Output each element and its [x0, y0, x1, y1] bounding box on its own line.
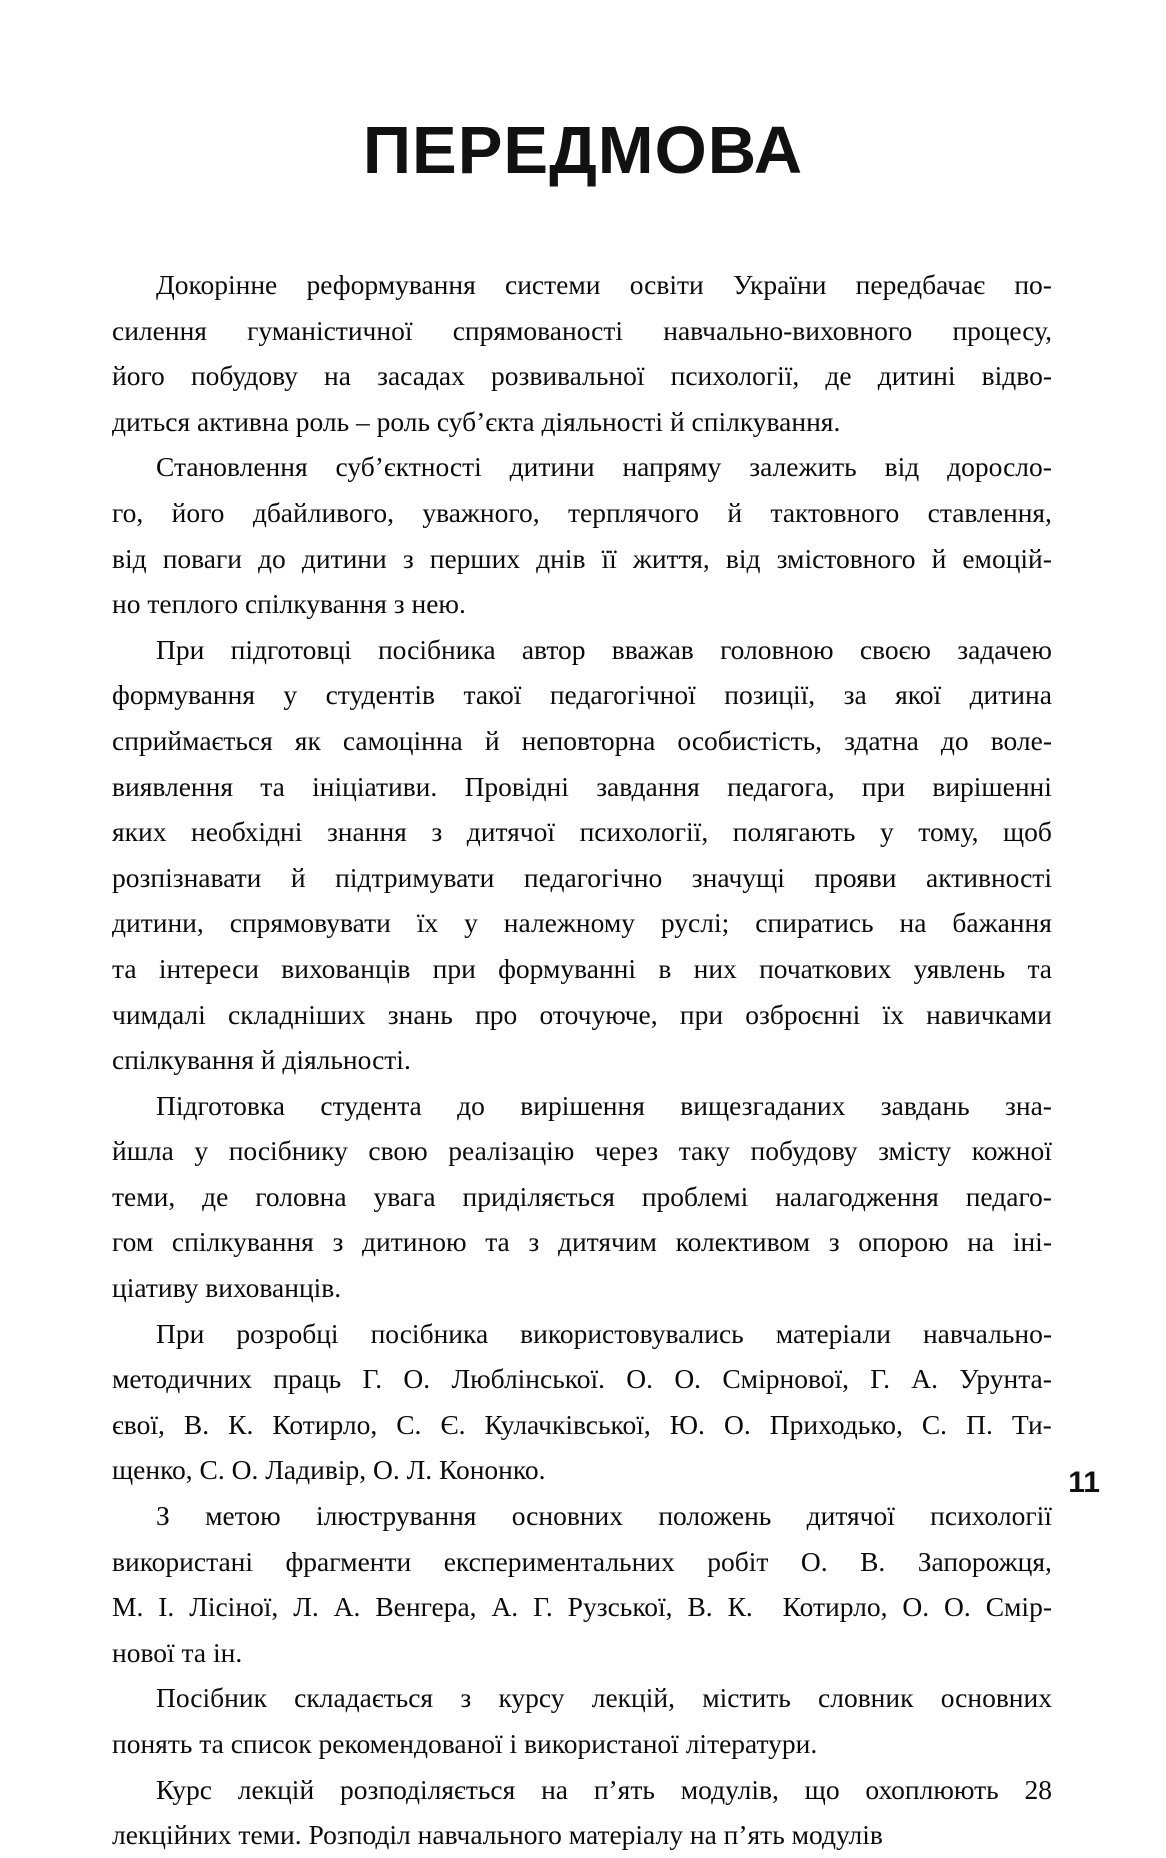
paragraph	[112, 262, 1052, 444]
text-line: спілкування й діяльності.	[112, 1044, 411, 1076]
text-line: та інтереси вихованців при формуванні в них початкових уявлень та	[112, 952, 1052, 984]
text-line: нової та ін.	[112, 1636, 243, 1668]
text-line: використані фрагменти експериментальних робіт О. В. Запорожця,	[112, 1545, 1052, 1577]
text-line: яких необхідні знання з дитячої психології, полягають у тому, щоб	[112, 816, 1052, 848]
text-line: Курс лекцій розподіляється на п’ять модулів, що охоплюють 28	[156, 1773, 1052, 1805]
text-line: сприймається як самоцінна й неповторна особистість, здатна до воле-	[112, 724, 1052, 756]
text-line: М. І. Лісіної, Л. А. Венгера, А. Г. Рузської, В. К. Котирло, О. О. Смір-	[112, 1591, 1052, 1623]
paragraph	[112, 444, 1052, 626]
text-line: щенко, С. О. Ладивір, О. Л. Кононко.	[112, 1454, 546, 1486]
text-line: При підготовці посібника автор вважав головною своєю задачею	[156, 633, 1052, 665]
text-line: но теплого спілкування з нею.	[112, 588, 466, 620]
text-line: методичних праць Г. О. Люблінської. О. О. Смірнової, Г. А. Урунта-	[112, 1363, 1052, 1395]
text-line: Докорінне реформування системи освіти України передбачає по-	[156, 269, 1052, 300]
text-line: Становлення суб’єктності дитини напряму залежить від доросло-	[156, 451, 1052, 483]
text-line: євої, В. К. Котирло, С. Є. Кулачківської, Ю. О. Приходько, С. П. Ти-	[112, 1408, 1052, 1440]
text-line: йшла у посібнику свою реалізацію через таку побудову змісту кожної	[112, 1135, 1052, 1167]
text-line: його побудову на засадах розвивальної психології, де дитині відво-	[112, 360, 1052, 392]
text-line: формування у студентів такої педагогічної позиції, за якої дитина	[112, 679, 1052, 711]
text-line: го, його дбайливого, уважного, терплячого й тактовного ставлення,	[112, 496, 1052, 528]
text-line: Підготовка студента до вирішення вищезгаданих завдань зна-	[156, 1089, 1052, 1121]
body-text-block	[112, 262, 1052, 1858]
text-line: дитини, спрямовувати їх у належному руслі; спиратись на бажання	[112, 907, 1052, 939]
text-line: лекційних теми. Розподіл навчального матеріалу на п’ять модулів	[112, 1819, 883, 1851]
text-line: силення гуманістичної спрямованості навчально-виховного процесу,	[112, 314, 1052, 346]
text-line: диться активна роль – роль суб’єкта діяльності й спілкування.	[112, 405, 841, 437]
text-line: виявлення та ініціативи. Провідні завдання педагога, при вирішенні	[112, 770, 1052, 802]
paragraph	[112, 627, 1052, 1083]
text-line: Посібник складається з курсу лекцій, містить словник основних	[156, 1682, 1052, 1714]
paragraph	[112, 1311, 1052, 1493]
text-line: чимдалі складніших знань про оточуюче, при озброєнні їх навичками	[112, 998, 1052, 1030]
paragraph	[112, 1493, 1052, 1675]
paragraph	[112, 1083, 1052, 1311]
text-line: гом спілкування з дитиною та з дитячим колективом з опорою на іні-	[112, 1226, 1052, 1258]
text-line: розпізнавати й підтримувати педагогічно значущі прояви активності	[112, 861, 1052, 893]
page-title: ПЕРЕДМОВА	[362, 112, 804, 188]
text-line: понять та список рекомендованої і використаної літератури.	[112, 1728, 818, 1759]
text-line: теми, де головна увага приділяється проблемі налагодження педаго-	[112, 1180, 1052, 1212]
text-line: При розробці посібника використовувались матеріали навчально-	[156, 1317, 1052, 1349]
text-line: ціативу вихованців.	[112, 1272, 342, 1304]
text-line: від поваги до дитини з перших днів її життя, від змістовного й емоцій-	[112, 542, 1052, 574]
text-line: З метою ілюстрування основних положень дитячої психології	[156, 1500, 1052, 1532]
page-number: 11	[1068, 1466, 1100, 1499]
paragraph	[112, 1767, 1052, 1858]
paragraph	[112, 1675, 1052, 1766]
